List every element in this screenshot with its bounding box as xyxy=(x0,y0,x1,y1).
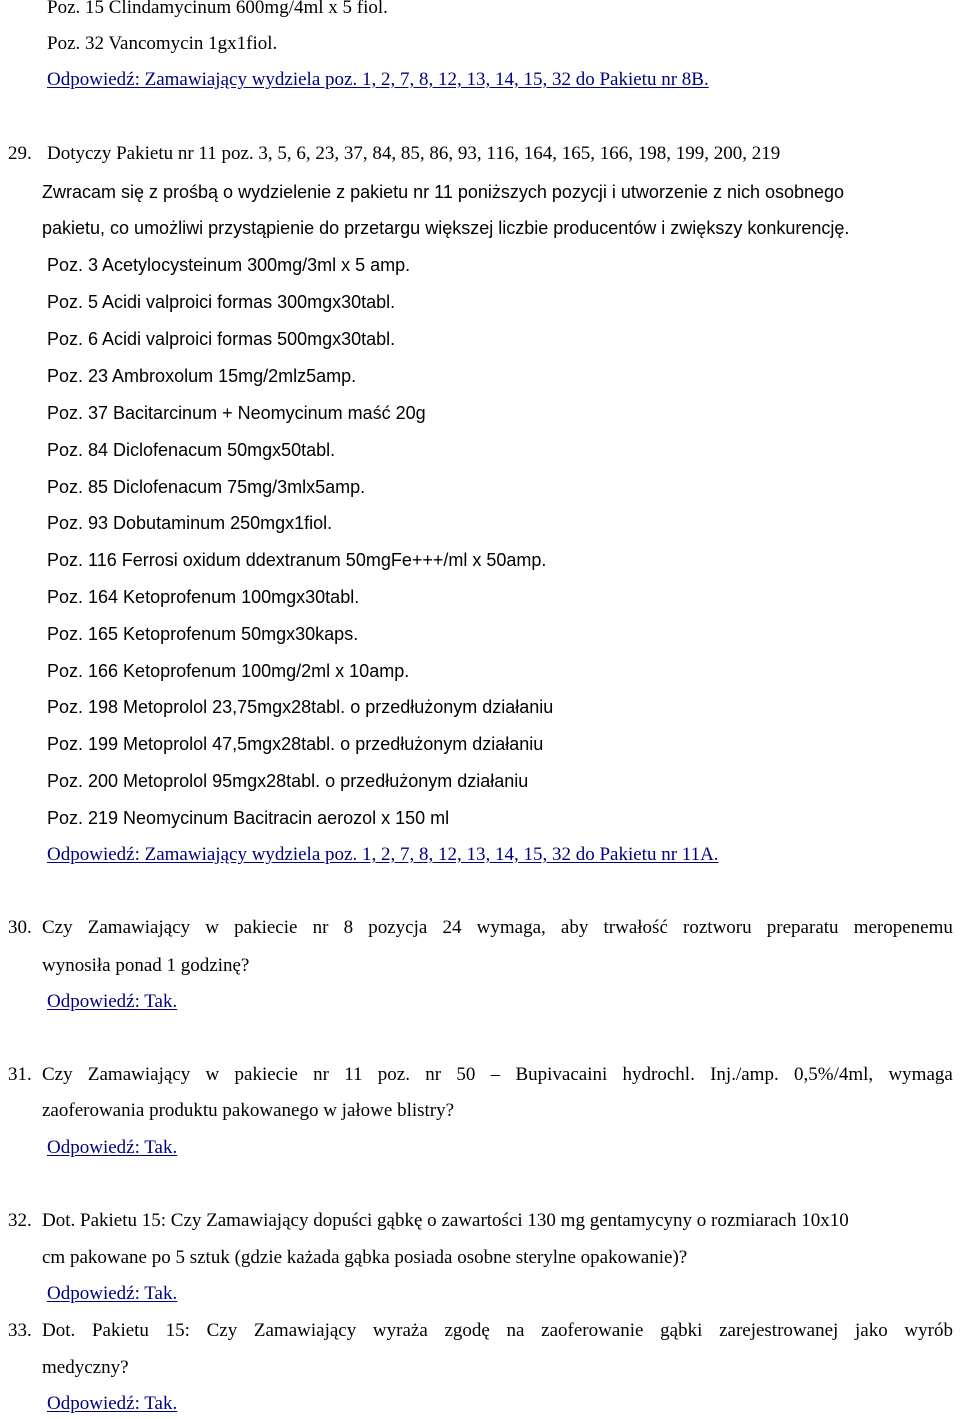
question-text: wynosiła ponad 1 godzinę? xyxy=(42,955,250,976)
question-text xyxy=(42,1063,953,1087)
position-item: Poz. 166 Ketoprofenum 100mg/2ml x 10amp. xyxy=(47,661,410,681)
position-item: Poz. 164 Ketoprofenum 100mgx30tabl. xyxy=(47,587,360,607)
question-text: cm pakowane po 5 sztuk (gdzie każada gąbka posiada osobne sterylne opakowanie)? xyxy=(42,1247,688,1268)
question-word: 0,5%/4ml, xyxy=(794,1064,874,1085)
question-word: wyraża xyxy=(372,1320,428,1341)
answer-text: Odpowiedź: Zamawiający wydziela poz. 1, 2, 7, 8, 12, 13, 14, 15, 32 do Pakietu nr 11A. xyxy=(47,844,719,865)
question-word: 8 xyxy=(343,917,354,938)
question-body: Zwracam się z prośbą o wydzielenie z pakietu nr 11 poniższych pozycji i utworzenie z nich osobnego xyxy=(42,182,845,202)
question-text: medyczny? xyxy=(42,1357,129,1378)
question-word: meropenemu xyxy=(853,917,953,938)
question-word: Inj./amp. xyxy=(710,1064,779,1085)
question-word: zarejestrowanej xyxy=(719,1320,839,1341)
question-word: wymaga, xyxy=(476,917,546,938)
question-word: pozycja xyxy=(368,917,428,938)
question-word: nr xyxy=(312,917,329,938)
question-text xyxy=(42,916,953,940)
question-word: trwałość xyxy=(603,917,668,938)
question-body: pakietu, co umożliwi przystąpienie do przetargu większej liczbie producentów i zwiększy konkurencję. xyxy=(42,218,850,238)
question-number: 30. xyxy=(8,917,32,938)
question-word: zgodę xyxy=(444,1320,490,1341)
position-item: Poz. 5 Acidi valproici formas 300mgx30tabl. xyxy=(47,292,396,312)
question-word: aby xyxy=(560,917,589,938)
position-item: Poz. 165 Ketoprofenum 50mgx30kaps. xyxy=(47,624,359,644)
question-word: pakiecie xyxy=(234,917,298,938)
question-word: hydrochl. xyxy=(622,1064,695,1085)
question-word: Czy xyxy=(42,1064,73,1085)
position-item: Poz. 3 Acetylocysteinum 300mg/3ml x 5 amp. xyxy=(47,255,411,275)
question-word: jako xyxy=(854,1320,888,1341)
question-word: w xyxy=(205,917,219,938)
question-number: 29. xyxy=(8,143,32,164)
position-item: Poz. 200 Metoprolol 95mgx28tabl. o przedłużonym działaniu xyxy=(47,771,529,791)
question-word: Pakietu xyxy=(91,1320,149,1341)
question-text: Dot. Pakietu 15: Czy Zamawiający dopuści gąbkę o zawartości 130 mg gentamycyny o rozmiarach 10x10 xyxy=(42,1210,849,1231)
question-word: nr xyxy=(313,1064,329,1085)
question-word: Zamawiający xyxy=(253,1320,357,1341)
question-text xyxy=(42,1319,953,1343)
position-item: Poz. 84 Diclofenacum 50mgx50tabl. xyxy=(47,440,336,460)
question-word: 50 xyxy=(456,1064,476,1085)
answer-text: Odpowiedź: Tak. xyxy=(47,1393,178,1414)
answer-text: Odpowiedź: Tak. xyxy=(47,1137,178,1158)
question-word: Zamawiający xyxy=(87,1064,191,1085)
question-word: 11 xyxy=(344,1064,363,1085)
item-line: Poz. 32 Vancomycin 1gx1fiol. xyxy=(47,33,278,54)
position-item: Poz. 93 Dobutaminum 250mgx1fiol. xyxy=(47,513,333,533)
position-item: Poz. 198 Metoprolol 23,75mgx28tabl. o przedłużonym działaniu xyxy=(47,697,554,717)
position-item: Poz. 199 Metoprolol 47,5mgx28tabl. o przedłużonym działaniu xyxy=(47,734,544,754)
position-item: Poz. 6 Acidi valproici formas 500mgx30tabl. xyxy=(47,329,396,349)
question-word: zaoferowanie xyxy=(541,1320,644,1341)
question-number: 32. xyxy=(8,1210,32,1231)
answer-text: Odpowiedź: Tak. xyxy=(47,991,178,1012)
position-item: Poz. 37 Bacitarcinum + Neomycinum maść 20g xyxy=(47,403,426,423)
question-word: – xyxy=(490,1064,501,1085)
question-word: Czy xyxy=(206,1320,238,1341)
question-word: w xyxy=(205,1064,220,1085)
position-item: Poz. 23 Ambroxolum 15mg/2mlz5amp. xyxy=(47,366,357,386)
question-word: poz. xyxy=(377,1064,410,1085)
question-word: Dot. xyxy=(42,1320,76,1341)
question-word: gąbki xyxy=(660,1320,703,1341)
question-word: 24 xyxy=(442,917,462,938)
question-word: roztworu xyxy=(683,917,752,938)
question-word: na xyxy=(506,1320,525,1341)
question-word: pakiecie xyxy=(234,1064,298,1085)
question-word: Bupivacaini xyxy=(515,1064,608,1085)
position-item: Poz. 219 Neomycinum Bacitracin aerozol x 150 ml xyxy=(47,808,450,828)
question-word: Czy xyxy=(42,917,73,938)
question-word: 15: xyxy=(165,1320,190,1341)
answer-text: Odpowiedź: Tak. xyxy=(47,1283,178,1304)
question-word: wyrób xyxy=(904,1320,953,1341)
position-item: Poz. 116 Ferrosi oxidum ddextranum 50mgFe+++/ml x 50amp. xyxy=(47,550,547,570)
question-word: preparatu xyxy=(766,917,839,938)
question-text: zaoferowania produktu pakowanego w jałowe blistry? xyxy=(42,1100,455,1121)
question-word: Zamawiający xyxy=(87,917,191,938)
question-header: Dotyczy Pakietu nr 11 poz. 3, 5, 6, 23, 37, 84, 85, 86, 93, 116, 164, 165, 166, 198, 199, 200, 219 xyxy=(47,143,781,164)
question-number: 31. xyxy=(8,1064,32,1085)
item-line: Poz. 15 Clindamycinum 600mg/4ml x 5 fiol. xyxy=(47,0,388,18)
question-number: 33. xyxy=(8,1320,32,1341)
position-item: Poz. 85 Diclofenacum 75mg/3mlx5amp. xyxy=(47,477,366,497)
question-word: nr xyxy=(425,1064,442,1085)
question-word: wymaga xyxy=(888,1064,953,1085)
answer-text: Odpowiedź: Zamawiający wydziela poz. 1, 2, 7, 8, 12, 13, 14, 15, 32 do Pakietu nr 8B. xyxy=(47,69,709,90)
